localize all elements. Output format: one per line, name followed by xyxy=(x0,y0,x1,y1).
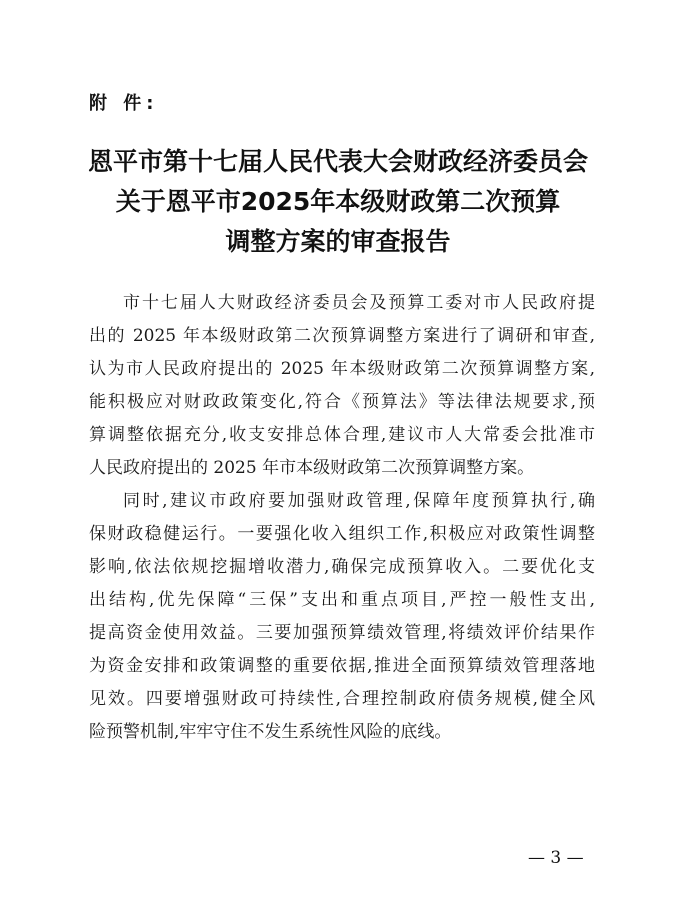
page-number: — 3 — xyxy=(528,848,584,868)
paragraph-line: 人民政府提出的 2025 年市本级财政第二次预算调整方案。 xyxy=(89,458,535,478)
paragraph-line: 险预警机制,牢牢守住不发生系统性风险的底线。 xyxy=(89,722,452,742)
title-line-1: 恩平市第十七届人民代表大会财政经济委员会 xyxy=(87,147,588,176)
paragraph-line: 见效。四要增强财政可持续性,合理控制政府债务规模,健全风 xyxy=(89,689,595,709)
paragraph-line: 认为市人民政府提出的 2025 年本级财政第二次预算调整方案, xyxy=(89,359,595,379)
paragraph-line: 能积极应对财政政策变化,符合《预算法》等法律法规要求,预 xyxy=(89,392,595,412)
paragraph-line: 提高资金使用效益。三要加强预算绩效管理,将绩效评价结果作 xyxy=(89,623,595,643)
paragraph-line: 市十七届人大财政经济委员会及预算工委对市人民政府提 xyxy=(123,293,595,313)
paragraph-line: 算调整依据充分,收支安排总体合理,建议市人大常委会批准市 xyxy=(89,425,595,445)
paragraph-line: 出结构,优先保障“三保”支出和重点项目,严控一般性支出, xyxy=(89,590,595,610)
title-line-3: 调整方案的审查报告 xyxy=(225,227,451,256)
paragraph-line: 同时,建议市政府要加强财政管理,保障年度预算执行,确 xyxy=(123,491,595,511)
paragraph-line: 保财政稳健运行。一要强化收入组织工作,积极应对政策性调整 xyxy=(89,524,595,544)
paragraph-line: 出的 2025 年本级财政第二次预算调整方案进行了调研和审查, xyxy=(89,326,595,346)
title-line-2: 关于恩平市2025年本级财政第二次预算 xyxy=(115,187,561,216)
attachment-label: 附 件: xyxy=(89,93,159,114)
paragraph-line: 影响,依法依规挖掘增收潜力,确保完成预算收入。二要优化支 xyxy=(89,557,595,577)
paragraph-line: 为资金安排和政策调整的重要依据,推进全面预算绩效管理落地 xyxy=(89,656,595,676)
